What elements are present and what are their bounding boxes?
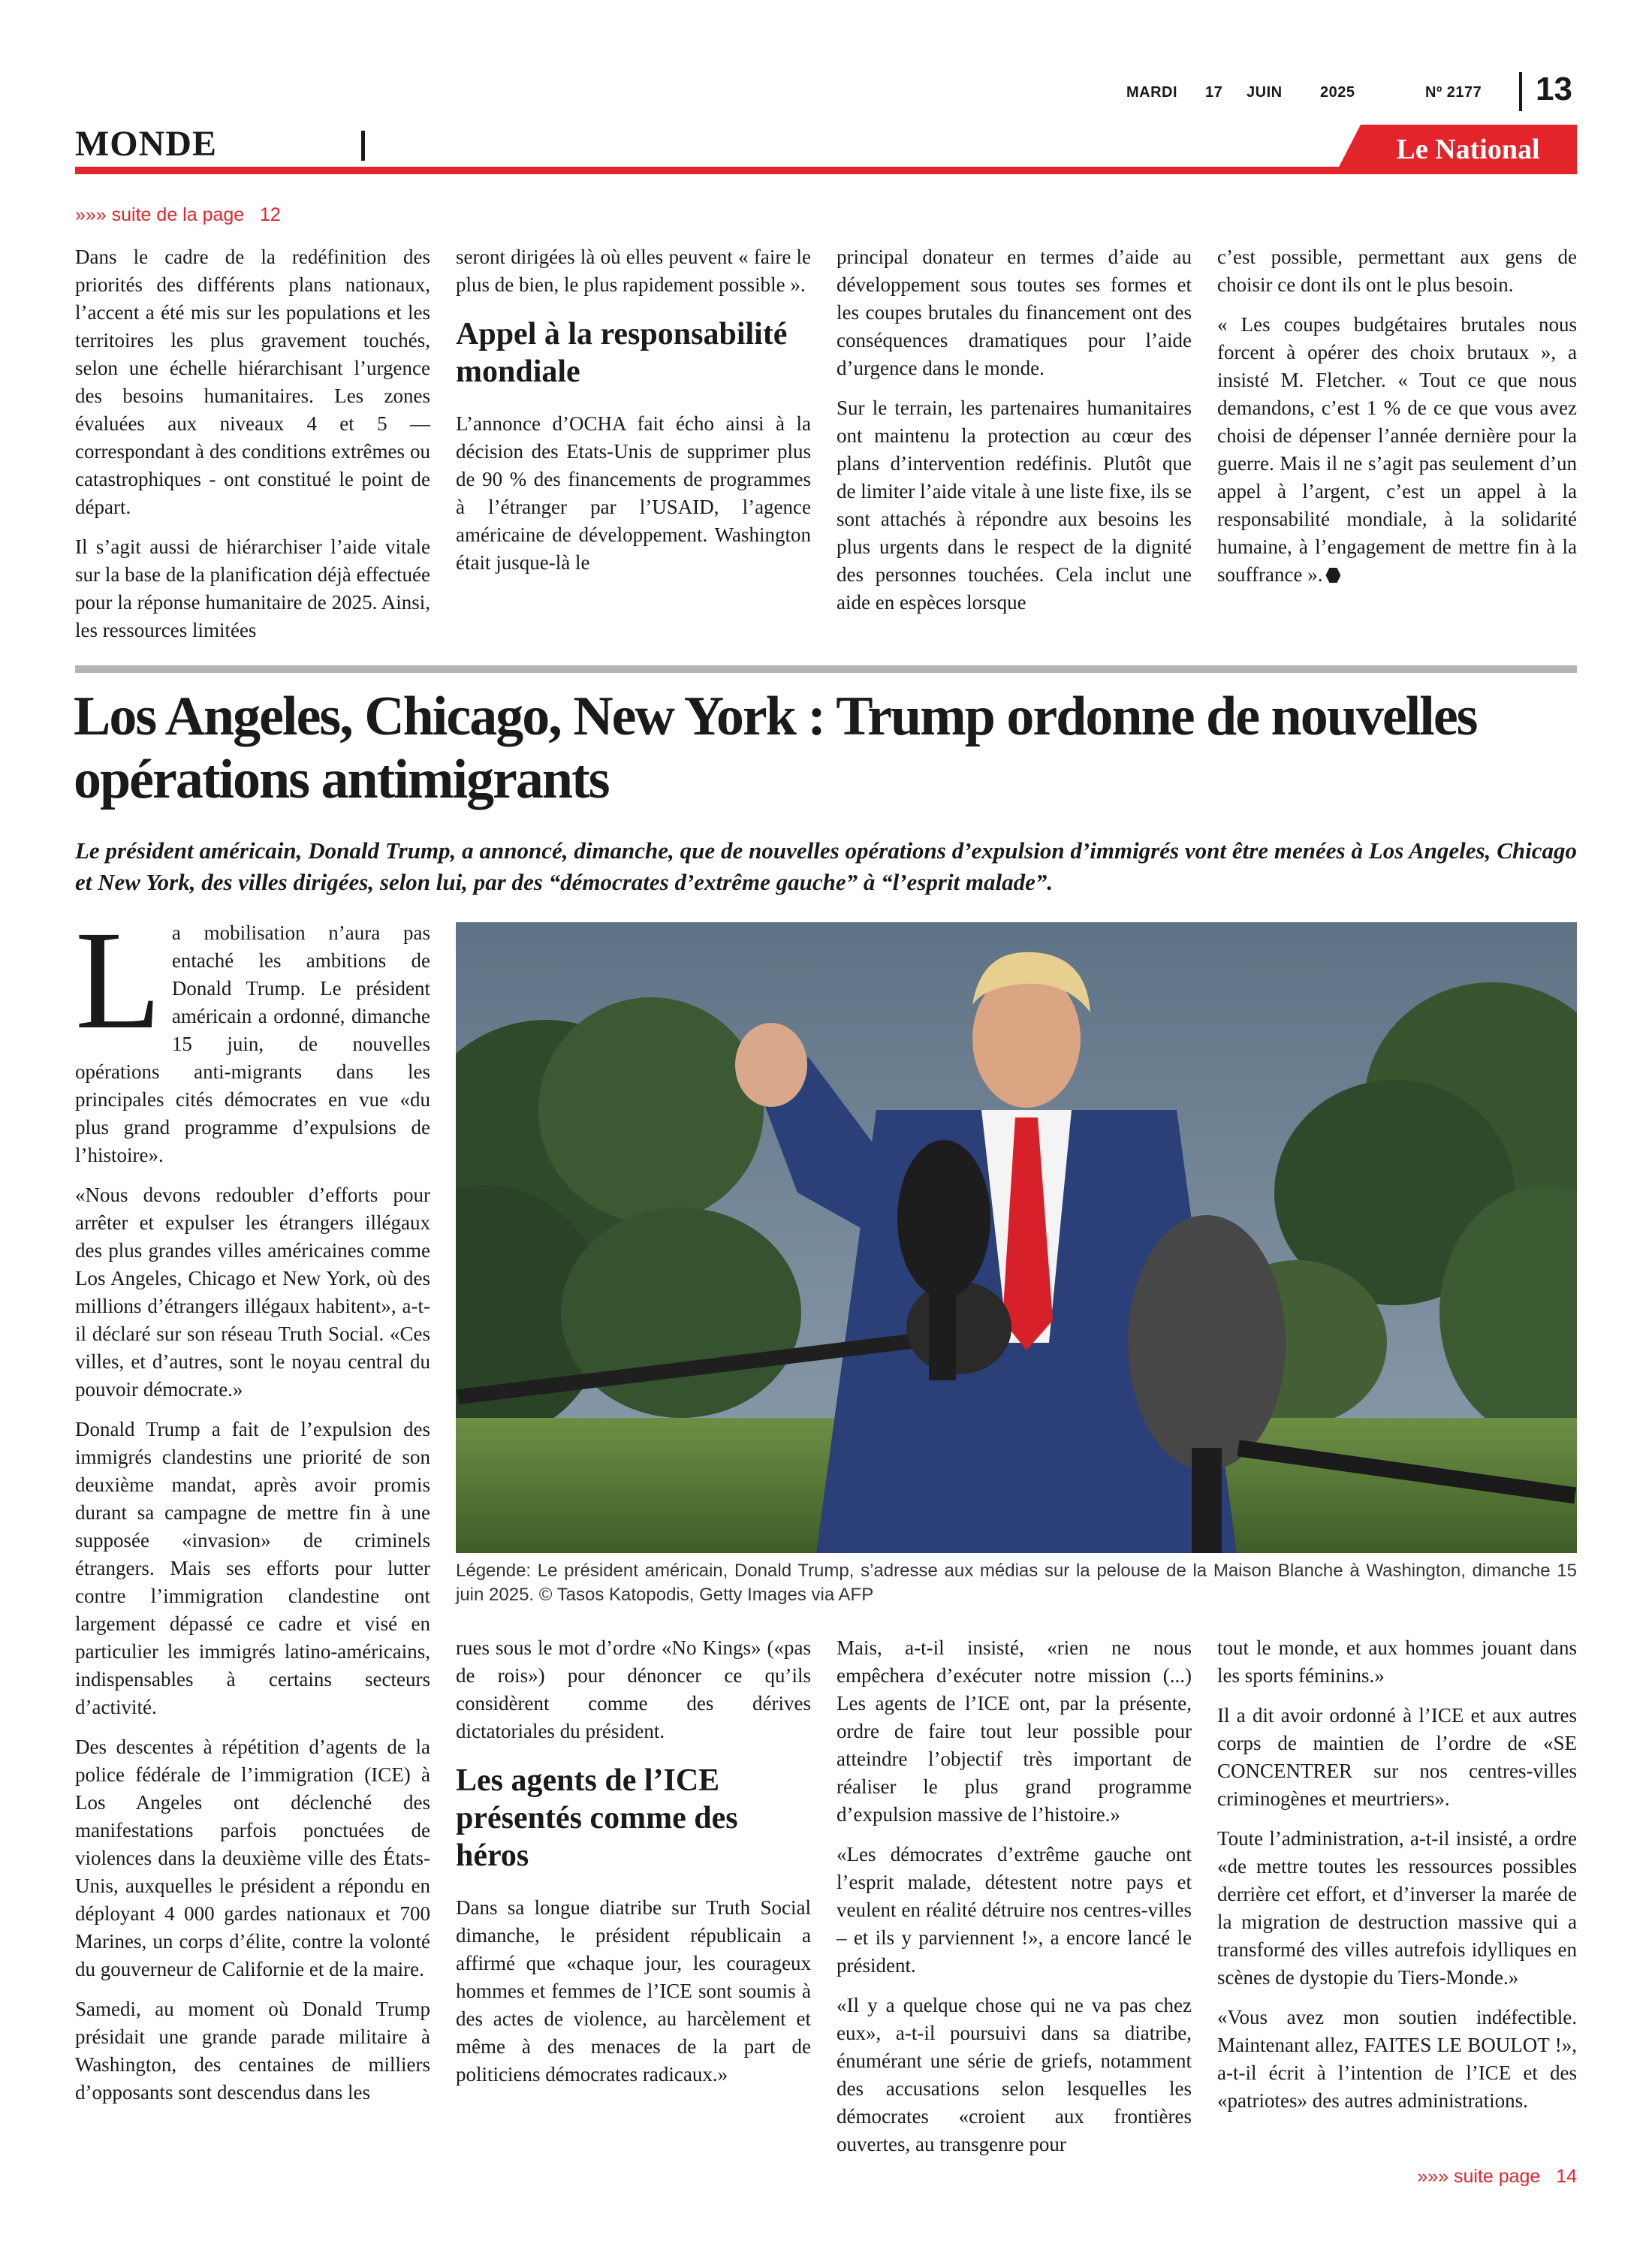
header-date: 17	[1205, 84, 1223, 101]
header-issue: Nº 2177	[1425, 84, 1482, 101]
paragraph: «Les démocrates d’extrême gauche ont l’esprit malade, détestent notre pays et veulent en réalité détruire nos centres-villes – et ils y parviennent !», a encore lancé le président.	[837, 1843, 1192, 1977]
article-col-3	[837, 1634, 1192, 2170]
paragraph: Des descentes à répétition d’agents de la police fédérale de l’immigration (ICE) à Los Angeles ont déclenché des manifestations parfois ponctuées de violences dans la deuxième ville des États-Unis, auxquelles le président a répondu en déployant 4 000 gardes nationaux et 700 Marines, un corps d’élite, contre la volonté du gouverneur de Californie et de la maire.	[75, 1736, 430, 1980]
paragraph	[1217, 311, 1577, 589]
paragraph: c’est possible, permettant aux gens de choisir ce dont ils ont le plus besoin.	[1217, 246, 1577, 296]
paragraph: Dans sa longue diatribe sur Truth Social dimanche, le président républicain a affirmé que «chaque jour, les courageux hommes et femmes de l’ICE sont soumis à des actes de violence, au harcèlement et même à des menaces de la part de politiciens démocrates radicaux.»	[456, 1896, 811, 2086]
prev-article-col-3	[837, 243, 1192, 629]
paragraph: principal donateur en termes d’aide au développement sous toutes ses formes et les coupes brutales du financement ont des conséquences dramatiques pour l’aide d’urgence dans le monde.	[837, 246, 1192, 379]
photo-illustration	[456, 922, 1577, 1553]
continued-to	[1367, 2164, 1577, 2188]
paragraph: Mais, a-t-il insisté, «rien ne nous empêchera d’exécuter notre mission (...) Les agents de l’ICE ont, par la présente, ordre de faire tout leur possible pour atteindre l’objectif très important de réaliser le plus grand programme d’expulsion massive de l’histoire.»	[837, 1636, 1192, 1826]
continued-from-label: »»» suite de la page	[75, 204, 245, 225]
drop-cap: L	[75, 901, 161, 1058]
paragraph-text: a mobilisation n’aura pas entaché les ambitions de Donald Trump. Le président américain a ordonné, dimanche 15 juin, de nouvelles opérations anti-migrants dans les principales cités démocrates en vue «du plus grand programme d’expulsions de l’histoire».	[75, 921, 430, 1166]
continued-to-page: 14	[1556, 2166, 1577, 2187]
paragraph: Donald Trump a fait de l’expulsion des immigrés clandestins une priorité de son deuxième mandat, après avoir promis durant sa campagne de mettre fin à une supposée «invasion» de criminels étrangers. Mais ses efforts pour lutter contre l’immigration clandestine ont largement dépassé ce cadre et visé en particulier les immigrés latino-américains, indispensables à certains secteurs d’activité.	[75, 1418, 430, 1718]
article-photo	[456, 922, 1577, 1553]
section-title: MONDE	[75, 124, 217, 164]
article-col-2	[456, 1634, 811, 2101]
article-lead: Le président américain, Donald Trump, a annoncé, dimanche, que de nouvelles opérations d’expulsion d’immigrés vont être menées à Los Angeles, Chicago et New York, des villes dirigées, selon lui, par des “démocrates d’extrême gauche” à “l’esprit malade”.	[75, 837, 1577, 895]
header-month: JUIN	[1247, 84, 1283, 101]
prev-article-col-2	[456, 243, 811, 589]
header-day: MARDI	[1126, 84, 1178, 101]
article-separator	[75, 665, 1577, 673]
prev-article-col-1	[75, 243, 430, 656]
paragraph: tout le monde, et aux hommes jouant dans les sports féminins.»	[1217, 1636, 1577, 1687]
paragraph: «Il y a quelque chose qui ne va pas chez eux», a-t-il poursuivi dans sa diatribe, énumérant une série de griefs, notamment des accusations selon lesquelles les démocrates «croient aux frontières ouvertes, au transgenre pour	[837, 1994, 1192, 2155]
paragraph: rues sous le mot d’ordre «No Kings» («pas de rois») pour dénoncer ce qu’ils considèrent comme des dérives dictatoriales du président.	[456, 1636, 811, 1742]
section-divider	[361, 131, 365, 161]
paragraph: «Vous avez mon soutien indéfectible. Maintenant allez, FAITES LE BOULOT !», a-t-il écrit à l’intention de l’ICE et des «patriotes» des autres administrations.	[1217, 2006, 1577, 2112]
prev-article-col-4	[1217, 243, 1577, 601]
page-number: 13	[1536, 71, 1572, 107]
header-divider	[1519, 72, 1522, 111]
paragraph: Sur le terrain, les partenaires humanitaires ont maintenu la protection au cœur des plans d’intervention redéfinis. Plutôt que de limiter l’aide vitale à une liste fixe, ils se sont attachés à répondre aux besoins les plus urgents dans le respect de la dignité des personnes touchées. Cela inclut une aide en espèces lorsque	[837, 397, 1192, 614]
paragraph: Dans le cadre de la redéfinition des priorités des différents plans nationaux, l’accent a été mis sur les populations et les territoires les plus gravement touchés, selon une échelle hiérarchisant l’urgence des besoins humanitaires. Les zones évaluées aux niveaux 4 et 5 — correspondant à des conditions extrêmes ou catastrophiques - ont constitué le point de départ.	[75, 246, 430, 518]
photo-caption: Légende: Le président américain, Donald Trump, s’adresse aux médias sur la pelouse de la Maison Blanche à Washington, dimanche 15 juin 2025. © Tasos Katopodis, Getty Images via AFP	[456, 1561, 1577, 1605]
article-subhead: Les agents de l’ICE présentés comme des héros	[456, 1763, 738, 1873]
continued-from	[75, 203, 281, 227]
article-col-4	[1217, 1634, 1577, 2127]
paragraph: L’annonce d’OCHA fait écho ainsi à la décision des Etats-Unis de supprimer plus de 90 % des financements de programmes à l’étranger par l’USAID, l’agence américaine de développement. Washington était jusque-là le	[456, 412, 811, 574]
paragraph: Toute l’administration, a-t-il insisté, a ordre «de mettre toutes les ressources possibles derrière cet effort, et d’inverser la marée de la migration de destruction massive qui a transformé des villes autrefois idylliques en scènes de dystopie du Tiers-Monde.»	[1217, 1827, 1577, 1989]
continued-to-label: »»» suite page	[1417, 2166, 1541, 2187]
prev-article-subhead: Appel à la responsabilité mondiale	[456, 317, 788, 389]
paragraph: Il s’agit aussi de hiérarchiser l’aide vitale sur la base de la planification déjà effectuée pour la réponse humanitaire de 2025. Ainsi, les ressources limitées	[75, 535, 430, 641]
brand-name: Le National	[1396, 134, 1540, 165]
paragraph: Il a dit avoir ordonné à l’ICE et aux autres corps de maintien de l’ordre de «SE CONCENTRER sur nos centres-villes criminogènes et meurtriers».	[1217, 1704, 1577, 1810]
end-mark-icon	[1325, 568, 1340, 583]
paragraph: Samedi, au moment où Donald Trump présidait une grande parade militaire à Washington, des centaines de milliers d’opposants sont descendus dans les	[75, 1998, 430, 2104]
paragraph: «Nous devons redoubler d’efforts pour arrêter et expulser les étrangers illégaux des plus grandes villes américaines comme Los Angeles, Chicago et New York, où des millions d’étrangers illégaux habitent», a-t-il déclaré sur son réseau Truth Social. «Ces villes, et d’autres, sont le noyau central du pouvoir démocrate.»	[75, 1184, 430, 1401]
continued-from-page: 12	[260, 204, 281, 225]
paragraph-text: « Les coupes budgétaires brutales nous forcent à opérer des choix brutaux », a insisté M. Fletcher. « Tout ce que nous demandons, c’est 1 % de ce que vous avez choisi de dépenser l’année dernière pour la guerre. Mais il ne s’agit pas seulement d’un appel à l’argent, c’est un appel à la responsabilité mondiale, à la solidarité humaine, à l’engagement de mettre fin à la souffrance ».	[1217, 313, 1577, 586]
article-col-1	[75, 901, 430, 2119]
header-year: 2025	[1320, 84, 1355, 101]
paragraph	[75, 901, 430, 1169]
article-title: Los Angeles, Chicago, New York : Trump ordonne de nouvelles opérations antimigrants	[74, 686, 1477, 810]
paragraph: seront dirigées là où elles peuvent « faire le plus de bien, le plus rapidement possible ».	[456, 246, 811, 296]
